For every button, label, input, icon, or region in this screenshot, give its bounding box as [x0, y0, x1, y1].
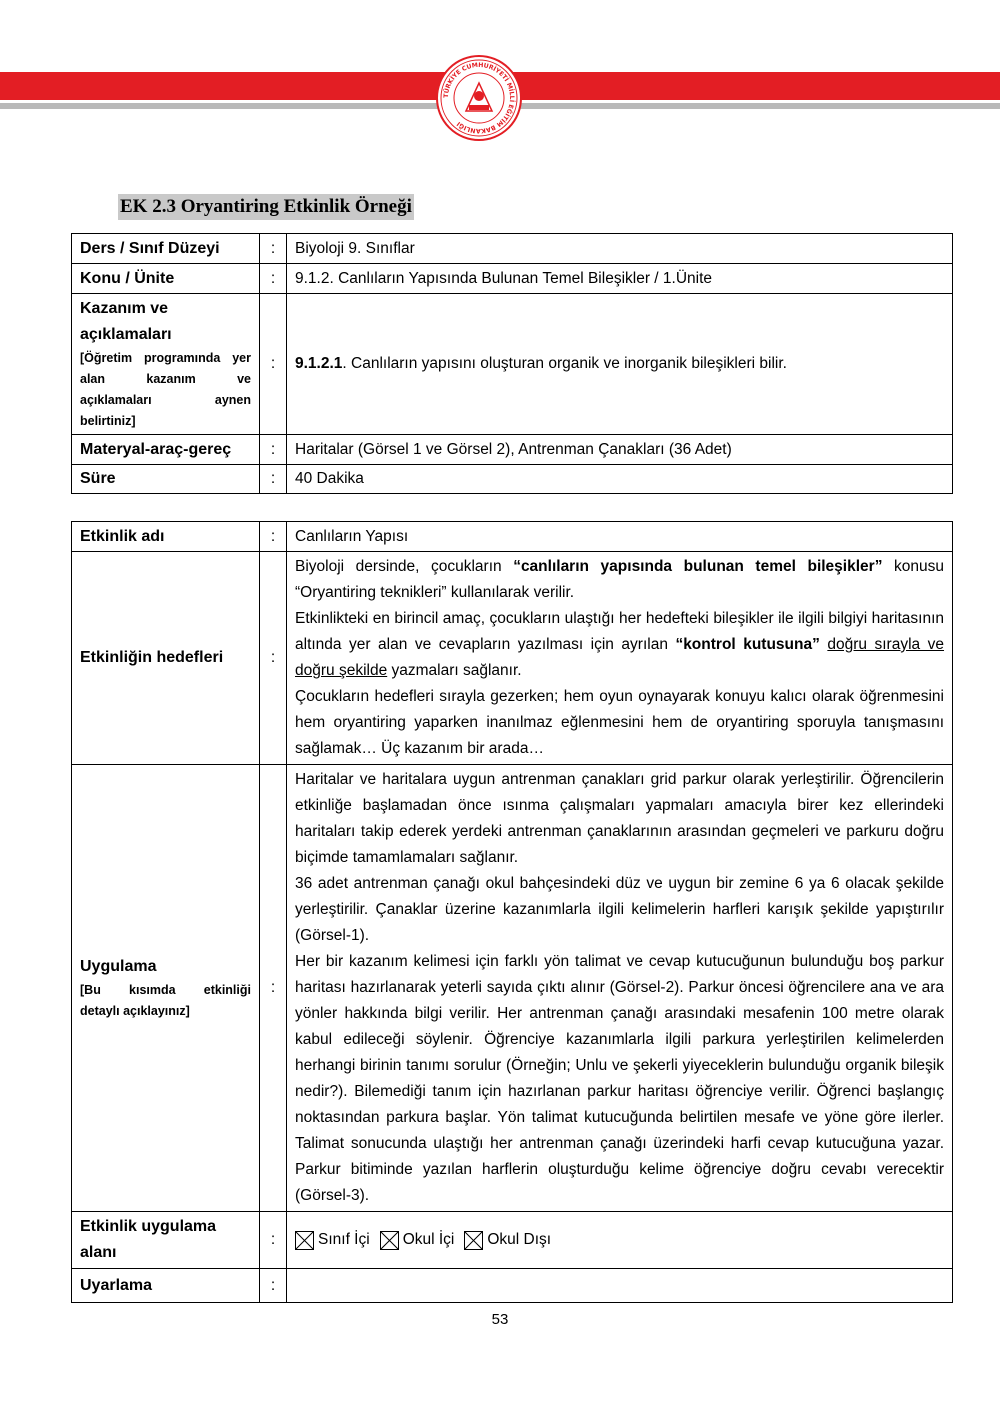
colon: :: [260, 264, 287, 294]
info-table: [71, 233, 953, 494]
value-konu: 9.1.2. Canlıların Yapısında Bulunan Temel Bileşikler / 1.Ünite: [287, 264, 953, 294]
kazanim-code: 9.1.2.1: [295, 355, 343, 372]
activity-row-uygulama: [72, 765, 953, 1212]
colon: :: [260, 552, 287, 765]
text-run: Etkinlikteki en birincil amaç, çocukların ulaştığı her hedefteki bileşikler ile ilgili bilgiyi haritasının altında yer alan ve cevapların yazılması için ayrılan: [295, 610, 944, 653]
option-okul-ici[interactable]: [380, 1231, 455, 1250]
label-kazanim: [72, 294, 260, 435]
section-title: EK 2.3 Oryantiring Etkinlik Örneği: [118, 194, 414, 220]
label-sure: Süre: [72, 465, 260, 494]
bold-run: “kontrol kutusuna”: [675, 636, 820, 653]
hedefler-paragraph-1: [295, 554, 944, 606]
svg-text:TÜRKİYE CUMHURİYETİ MİLLİ EĞİT: TÜRKİYE CUMHURİYETİ MİLLİ EĞİTİM BAKANLIĞI: [442, 61, 516, 135]
value-kazanim: [287, 294, 953, 435]
uygulama-paragraph-3: Her bir kazanım kelimesi için farklı yön talimat ve cevap kutucuğunun bulunduğu boş parkur haritası hazırlanarak yeterli sayıda çıktı alınır (Görsel-2). Parkur öncesi öğrencilere ana ve ara yönler hakkında bilgi verilir. Her antrenman çanağı arasındaki mesafenin 100 metre olarak kabul edileceği söylenir. Öğrenciye kazanımlarla ilgili parkura yerleştirilen kelimelerden herhangi birinin tanımı sorulur (Örneğin; Unlu ve şekerli yiyeceklerin bulunduğu organik bileşik nedir?). Bilemediği tanım için hazırlanan parkur haritası öğrenciye verilir. Öğrenci başlangıç noktasından parkura başlar. Yön talimat kutucuğunda belirtilen mesafe ve yöne göre ilerler. Talimat sonucunda ulaştığı her antrenman çanağı üzerindeki harfi cevap kutucuğuna yazar. Parkur bitiminde yazılan harflerin oluşturduğu kelime öğrenciye doğru cevabı verecektir (Görsel-3).: [295, 953, 944, 1204]
colon: :: [260, 435, 287, 465]
label-ders: Ders / Sınıf Düzeyi: [72, 234, 260, 264]
uygulama-label: Uygulama: [80, 958, 157, 975]
colon: :: [260, 465, 287, 494]
info-row-materyal: [72, 435, 953, 465]
info-row-kazanim: [72, 294, 953, 435]
option-label: Sınıf İçi: [318, 1231, 370, 1248]
option-sinif-ici[interactable]: [295, 1231, 370, 1250]
kazanim-label-line2: açıklamaları: [80, 326, 172, 343]
value-uyarlama: [287, 1269, 953, 1303]
colon: :: [260, 522, 287, 552]
uygulama-paragraph-2: 36 adet antrenman çanağı okul bahçesindeki düz ve uygun bir zemine 6 ya 6 olacak şekilde yerleştirilir. Çanaklar üzerine kazanımlarla ilgili kelimelerin harfleri karışık şekilde yapıştırılır (Görsel-1).: [295, 875, 944, 944]
value-hedefler: [287, 552, 953, 765]
kazanim-text: . Canlıların yapısını oluşturan organik ve inorganik bileşikleri bilir.: [342, 355, 787, 372]
alan-options: [295, 1231, 944, 1250]
uygulama-note-line: detaylı açıklayınız]: [80, 1004, 190, 1018]
colon: :: [260, 1212, 287, 1269]
colon: :: [260, 294, 287, 435]
kazanim-note-line: [Öğretim programında yer: [80, 351, 251, 365]
hedefler-paragraph-3: Çocukların hedefleri sırayla gezerken; hem oyun oynayarak konuyu kalıcı olarak öğrenmesini hem oryantiring yaparken inanılmaz eğlenmesini hem de oryantiring sporuyla tanışmasını sağlamak… Üç kazanım bir arada…: [295, 688, 944, 757]
label-alan: [72, 1212, 260, 1269]
colon: :: [260, 765, 287, 1212]
text-run: yazmaları sağlanır.: [387, 662, 522, 679]
colon: :: [260, 1269, 287, 1303]
option-label: Okul İçi: [402, 1231, 455, 1248]
hedefler-paragraph-2: [295, 606, 944, 684]
option-label: Okul Dışı: [487, 1231, 552, 1248]
checked-box-icon: [380, 1231, 399, 1250]
activity-row-alan: [72, 1212, 953, 1269]
kazanim-note-line: alan kazanım ve: [80, 372, 251, 386]
activity-row-uyarlama: [72, 1269, 953, 1303]
ministry-seal-logo: [436, 55, 522, 141]
label-uygulama: [72, 765, 260, 1212]
text-run: Biyoloji dersinde, çocukların: [295, 558, 514, 575]
label-konu: Konu / Ünite: [72, 264, 260, 294]
checked-box-icon: [295, 1231, 314, 1250]
label-hedefler: Etkinliğin hedefleri: [72, 552, 260, 765]
kazanim-note-line: belirtiniz]: [80, 414, 136, 428]
underlined-run: doğru sırayla ve doğru şekilde: [295, 636, 945, 679]
info-row-konu: [72, 264, 953, 294]
bold-run: “canlıların yapısında bulunan temel bileşikler”: [513, 558, 883, 575]
alan-label-line2: alanı: [80, 1244, 117, 1261]
activity-row-name: [72, 522, 953, 552]
kazanim-note-line: açıklamaları aynen: [80, 393, 251, 407]
page-number: 53: [491, 1311, 509, 1328]
value-sure: 40 Dakika: [287, 465, 953, 494]
colon: :: [260, 234, 287, 264]
label-materyal: Materyal-araç-gereç: [72, 435, 260, 465]
info-row-sure: [72, 465, 953, 494]
alan-label-line1: Etkinlik uygulama: [80, 1218, 217, 1235]
kazanim-label-line1: Kazanım ve: [80, 300, 169, 317]
value-ders: Biyoloji 9. Sınıflar: [287, 234, 953, 264]
value-uygulama: [287, 765, 953, 1212]
uygulama-paragraph-1: Haritalar ve haritalara uygun antrenman çanakları grid parkur olarak yerleştirilir. Öğrencilerin etkinliğe başlamadan önce ısınma çalışmaları yapmaları amacıyla birer kez ellerindeki haritaları takip ederek yerdeki antrenman çanaklarının arasından geçmeleri ve parkuru doğru biçimde tamamlamaları sağlanır.: [295, 771, 944, 866]
value-alan: [287, 1212, 953, 1269]
activity-row-hedefler: [72, 552, 953, 765]
text-run: konusu “Oryantiring teknikleri” kullanılarak verilir.: [295, 558, 944, 601]
activity-table: [71, 521, 953, 1303]
value-materyal: Haritalar (Görsel 1 ve Görsel 2), Antrenman Çanakları (36 Adet): [287, 435, 953, 465]
checked-box-icon: [464, 1231, 483, 1250]
label-uyarlama: Uyarlama: [72, 1269, 260, 1303]
option-okul-disi[interactable]: [464, 1231, 551, 1250]
value-etkinlik-adi: Canlıların Yapısı: [287, 522, 953, 552]
uygulama-note-line: [Bu kısımda etkinliği: [80, 983, 251, 997]
info-row-ders: [72, 234, 953, 264]
label-etkinlik-adi: Etkinlik adı: [72, 522, 260, 552]
